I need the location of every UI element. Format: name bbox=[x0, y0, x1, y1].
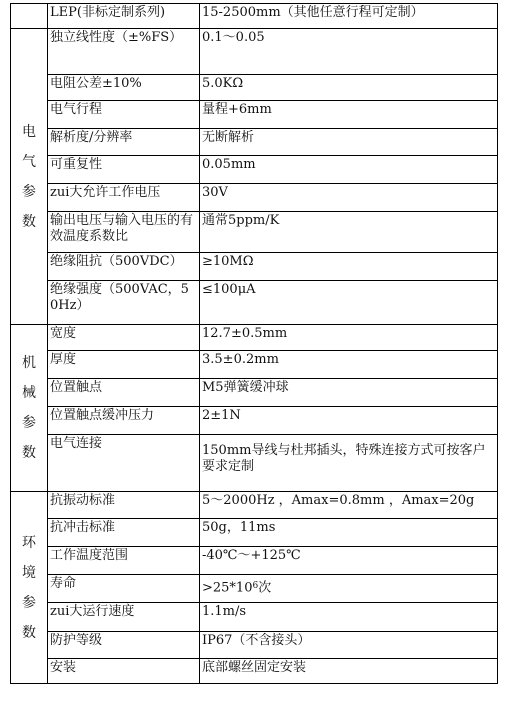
value-cell: 0.05mm bbox=[200, 156, 498, 184]
table-row bbox=[11, 75, 498, 101]
param-cell: LEP(非标定制系列) bbox=[48, 4, 200, 29]
param-cell: 输出电压与输入电压的有效温度系数比 bbox=[48, 212, 200, 253]
value-cell: 5.0KΩ bbox=[200, 75, 498, 101]
table-row bbox=[11, 659, 498, 684]
group-label-electrical: 电气参数 bbox=[11, 29, 48, 325]
value-cell: M5弹簧缓冲球 bbox=[200, 379, 498, 407]
table-row bbox=[11, 129, 498, 156]
value-main: >25*10 bbox=[202, 580, 253, 596]
param-cell: 独立线性度（±%FS） bbox=[48, 29, 200, 75]
table-row bbox=[11, 407, 498, 435]
value-cell: 3.5±0.2mm bbox=[200, 351, 498, 379]
spec-table bbox=[10, 3, 498, 684]
param-cell: 抗冲击标准 bbox=[48, 519, 200, 547]
value-cell: 5～2000Hz ，Amax=0.8mm ，Amax=20g bbox=[200, 492, 498, 519]
group-label-mechanical: 机械参数 bbox=[11, 325, 48, 492]
table-row bbox=[11, 547, 498, 575]
param-cell: 宽度 bbox=[48, 325, 200, 351]
table-row bbox=[11, 156, 498, 184]
param-cell: 防护等级 bbox=[48, 632, 200, 659]
param-cell: 安装 bbox=[48, 659, 200, 684]
table-row bbox=[11, 184, 498, 212]
value-cell: -40℃～+125℃ bbox=[200, 547, 498, 575]
value-tail: 次 bbox=[258, 580, 272, 596]
value-exponent: 6 bbox=[252, 581, 259, 591]
param-cell: 电阻公差±10% bbox=[48, 75, 200, 101]
table-row bbox=[11, 253, 498, 281]
value-cell: ≤100μA bbox=[200, 281, 498, 325]
value-cell: 12.7±0.5mm bbox=[200, 325, 498, 351]
param-cell: 绝缘阻抗（500VDC） bbox=[48, 253, 200, 281]
value-cell: 150mm导线与杜邦插头，特殊连接方式可按客户要求定制 bbox=[200, 435, 498, 492]
param-cell: 工作温度范围 bbox=[48, 547, 200, 575]
param-cell: 绝缘强度（500VAC，50Hz） bbox=[48, 281, 200, 325]
table-row bbox=[11, 379, 498, 407]
value-cell: 底部螺丝固定安装 bbox=[200, 659, 498, 684]
param-cell: 位置触点 bbox=[48, 379, 200, 407]
table-row bbox=[11, 325, 498, 351]
table-row bbox=[11, 29, 498, 75]
table-row bbox=[11, 281, 498, 325]
table-row bbox=[11, 603, 498, 632]
table-row bbox=[11, 351, 498, 379]
value-cell: 2±1N bbox=[200, 407, 498, 435]
param-cell: zui大运行速度 bbox=[48, 603, 200, 632]
param-cell: 位置触点缓冲压力 bbox=[48, 407, 200, 435]
value-cell: 0.1～0.05 bbox=[200, 29, 498, 75]
table-row bbox=[11, 101, 498, 129]
value-cell: ≥10MΩ bbox=[200, 253, 498, 281]
param-cell: 电气连接 bbox=[48, 435, 200, 492]
param-cell: 寿命 bbox=[48, 575, 200, 603]
param-cell: 抗振动标准 bbox=[48, 492, 200, 519]
param-cell: 电气行程 bbox=[48, 101, 200, 129]
param-cell: 解析度/分辨率 bbox=[48, 129, 200, 156]
table-row bbox=[11, 575, 498, 603]
group-label-environmental: 环境参数 bbox=[11, 492, 48, 684]
group-cell-empty bbox=[11, 4, 48, 29]
param-cell: 厚度 bbox=[48, 351, 200, 379]
param-cell: 可重复性 bbox=[48, 156, 200, 184]
table-row bbox=[11, 4, 498, 29]
value-cell: 通常5ppm/K bbox=[200, 212, 498, 253]
table-row bbox=[11, 212, 498, 253]
table-row bbox=[11, 632, 498, 659]
value-cell: 无断解析 bbox=[200, 129, 498, 156]
table-row bbox=[11, 519, 498, 547]
value-cell bbox=[200, 575, 498, 603]
param-cell: zui大允许工作电压 bbox=[48, 184, 200, 212]
value-cell: 30V bbox=[200, 184, 498, 212]
table-row bbox=[11, 435, 498, 492]
value-cell: 50g，11ms bbox=[200, 519, 498, 547]
value-cell: 1.1m/s bbox=[200, 603, 498, 632]
table-row bbox=[11, 492, 498, 519]
value-cell: 量程+6mm bbox=[200, 101, 498, 129]
value-cell: IP67（不含接头） bbox=[200, 632, 498, 659]
value-cell: 15-2500mm（其他任意行程可定制） bbox=[200, 4, 498, 29]
